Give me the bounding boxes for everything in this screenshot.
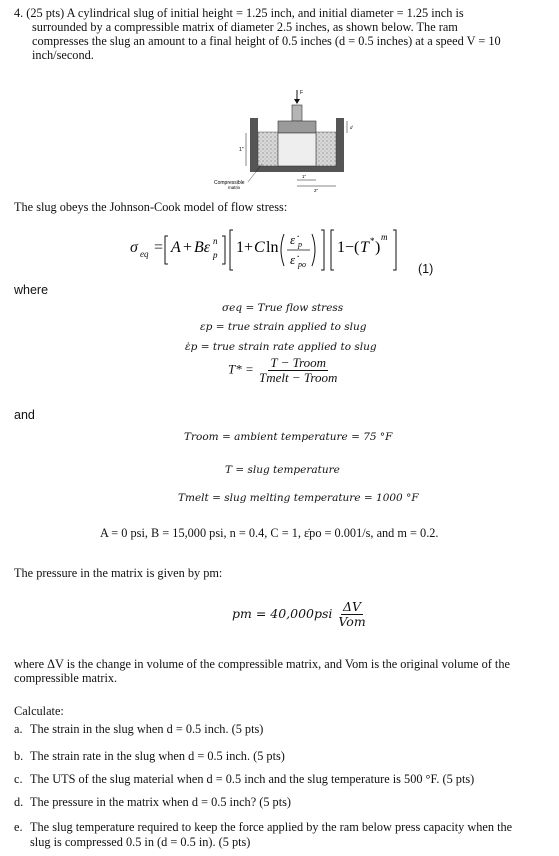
pressure-lhs: pm = 40,000psi (232, 606, 333, 621)
svg-text:ε̇: ε̇ (290, 252, 296, 267)
svg-text:eq: eq (140, 249, 149, 259)
tstar-equation (228, 356, 339, 385)
force-arrowhead (294, 99, 300, 104)
tstar-lhs: T* = (228, 361, 254, 377)
svg-text:1−: 1− (337, 239, 355, 256)
calc-item-e-cont: slug is compressed 0.5 in (d = 0.5 in). (5 pts) (30, 835, 251, 849)
svg-text:=: = (154, 239, 164, 256)
slug (278, 133, 316, 166)
def-strain-rate: ε̇p = true strain rate applied to slug (185, 341, 377, 353)
calculate-label: Calculate: (14, 704, 64, 718)
matrix-label-2: matrix (228, 185, 241, 190)
tstar-fraction (257, 356, 339, 385)
die-bottom (250, 166, 344, 172)
svg-text:C: C (254, 239, 265, 256)
svg-text:m: m (381, 232, 388, 242)
d-label: d (350, 126, 353, 131)
die-left-wall (250, 118, 258, 170)
svg-text:n: n (213, 236, 218, 246)
compressible-matrix-right (316, 132, 336, 166)
where-label: where (14, 283, 49, 297)
ram-head (278, 121, 316, 133)
pressure-where-line: where ΔV is the change in volume of the compressible matrix, and Vom is the original volume of the (14, 657, 510, 671)
def-strain: εp = true strain applied to slug (200, 321, 367, 333)
calc-item-a: a. The strain in the slug when d = 0.5 inch. (5 pts) (14, 722, 264, 736)
svg-text:+: + (183, 239, 193, 256)
ram-stem (292, 105, 302, 121)
svg-text:*: * (370, 236, 375, 246)
calc-item-d: d. The pressure in the matrix when d = 0.5 inch? (5 pts) (14, 795, 292, 809)
pressure-fraction (336, 600, 367, 629)
svg-text:): ) (375, 239, 381, 256)
equation-number: (1) (418, 262, 434, 276)
constants: A = 0 psi, B = 15,000 psi, n = 0.4, C = 1, ε̇po = 0.001/s, and m = 0.2. (100, 526, 439, 540)
johnson-cook-equation (130, 224, 420, 278)
pressure-intro: The pressure in the matrix is given by pm: (14, 566, 223, 580)
die-right-wall (336, 118, 344, 170)
pressure-where-line: compressible matrix. (14, 671, 118, 685)
def-troom: Troom = ambient temperature = 75 °F (184, 431, 393, 443)
svg-text:p: p (213, 250, 218, 260)
pressure-numerator: ΔV (343, 599, 362, 614)
question-line: 4. (25 pts) A cylindrical slug of initial height = 1.25 inch, and initial diameter = 1.25 inch is (14, 6, 464, 20)
svg-text:1+: 1+ (236, 239, 254, 256)
svg-text:(: ( (354, 239, 360, 256)
question-line: inch/second. (32, 48, 94, 62)
calc-item-b: b. The strain rate in the slug when d = 0.5 inch. (5 pts) (14, 749, 285, 763)
def-flow-stress: σeq = True flow stress (222, 302, 344, 314)
def-t: T = slug temperature (225, 464, 340, 476)
pressure-denominator: Vom (338, 614, 366, 629)
width-label-2: 2" (314, 188, 319, 193)
calc-item-c: c. The UTS of the slug material when d = 0.5 inch and the slug temperature is 500 °F. (5 pts) (14, 772, 475, 786)
svg-text:ln: ln (266, 239, 279, 256)
compressible-matrix-left (258, 132, 278, 166)
tstar-denominator: Tmelt − Troom (259, 370, 338, 385)
question-line: surrounded by a compressible matrix of diameter 2.5 inches, as shown below. The ram (32, 20, 458, 34)
svg-text:p: p (298, 240, 302, 249)
height-label: 1" (239, 147, 244, 153)
and-label: and (14, 408, 35, 422)
matrix-label: Compressible (214, 180, 245, 186)
jc-intro: The slug obeys the Johnson-Cook model of flow stress: (14, 200, 288, 214)
def-tmelt: Tmelt = slug melting temperature = 1000 °F (178, 492, 419, 504)
tstar-numerator: T − Troom (270, 355, 327, 370)
force-label: F (300, 90, 304, 96)
calc-item-e: e. The slug temperature required to keep the force applied by the ram below press capacity when the (14, 820, 513, 834)
svg-text:σ: σ (130, 239, 138, 256)
pressure-where (14, 657, 554, 685)
svg-text:T: T (360, 239, 369, 256)
slug-diagram (210, 88, 360, 193)
pressure-equation (232, 600, 368, 629)
svg-text:Bε: Bε (194, 239, 211, 256)
question-line: compresses the slug an amount to a final height of 0.5 inches (d = 0.5 inches) at a speed V = 10 (32, 34, 501, 48)
svg-text:ε̇: ε̇ (290, 232, 296, 247)
width-label-1: 1" (302, 174, 307, 179)
svg-text:po: po (298, 260, 306, 269)
question-text (14, 6, 549, 62)
svg-text:A: A (171, 239, 181, 256)
